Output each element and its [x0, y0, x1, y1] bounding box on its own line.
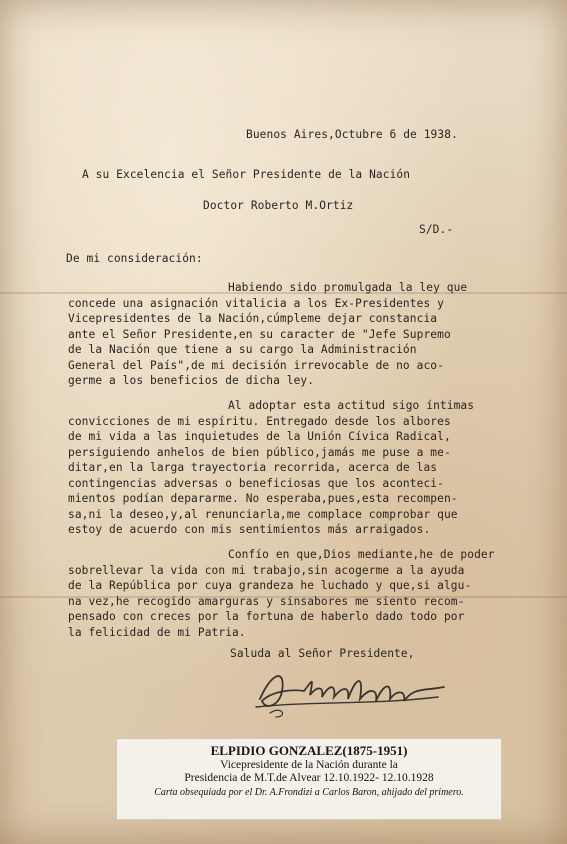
closing-line: Saluda al Señor Presidente, — [230, 647, 415, 660]
paragraph-line: pensado con creces por la fortuna de haberlo dado todo por — [68, 610, 465, 623]
caption-note: Carta obsequiada por el Dr. A.Frondizi a Carlos Baron, ahijado del primero. — [154, 787, 464, 798]
paragraph-line: mientos podían depararme. No esperaba,pues,esta recompen- — [68, 492, 458, 505]
addressee-name: Doctor Roberto M.Ortiz — [203, 199, 354, 212]
paragraph-line: la felicidad de mi Patria. — [68, 626, 246, 639]
paragraph-line: ante el Señor Presidente,en su caracter de "Jefe Supremo — [68, 328, 451, 341]
paragraph-line: de la República por cuya grandeza he luchado y que,si algu- — [68, 579, 472, 592]
paragraph-line: concede una asignación vitalicia a los Ex-Presidentes y — [68, 297, 444, 310]
paragraph-line: germe a los beneficios de dicha ley. — [68, 374, 315, 387]
signature-image — [252, 660, 452, 722]
paragraph-line: Confío en que,Dios mediante,he de poder — [228, 548, 495, 561]
paragraph-line: persiguiendo anhelos de bien público,jamás me puse a me- — [68, 446, 451, 459]
paragraph-line: ditar,en la larga trayectoria recorrida, acerca de las — [68, 461, 438, 474]
paragraph-line: Al adoptar esta actitud sigo íntimas — [228, 399, 475, 412]
paragraph-line: General del País",de mi decisión irrevocable de no aco- — [68, 359, 444, 372]
caption-line: Presidencia de M.T.de Alvear 12.10.1922- 12.10.1928 — [184, 772, 434, 784]
sd-mark: S/D.- — [419, 223, 454, 236]
salutation: De mi consideración: — [66, 252, 203, 265]
paragraph-line: Vicepresidentes de la Nación,cúmpleme dejar constancia — [68, 312, 438, 325]
paragraph-line: convicciones de mi espíritu. Entregado desde los albores — [68, 415, 451, 428]
paragraph-line: contingencias adversas o beneficiosas que los aconteci- — [68, 477, 444, 490]
paragraph-line: de mi vida a las inquietudes de la Unión Cívica Radical, — [68, 430, 451, 443]
paragraph-line: sobrellevar la vida con mi trabajo,sin acogerme a la ayuda — [68, 564, 465, 577]
caption-title: ELPIDIO GONZALEZ(1875-1951) — [210, 743, 408, 758]
paragraph-line: de la Nación que tiene a su cargo la Administración — [68, 343, 417, 356]
caption-box — [116, 738, 502, 820]
paragraph-line: Habiendo sido promulgada la ley que — [228, 281, 468, 294]
paragraph-line: estoy de acuerdo con mis sentimientos más arraigados. — [68, 523, 431, 536]
addressee-line: A su Excelencia el Señor Presidente de la Nación — [82, 168, 411, 181]
caption-line: Vicepresidente de la Nación durante la — [220, 759, 398, 771]
paragraph-line: sa,ni la deseo,y,al renunciarla,me complace comprobar que — [68, 508, 458, 521]
paragraph-line: na vez,he recogido amarguras y sinsabores me siento recom- — [68, 595, 465, 608]
letter-date: Buenos Aires,Octubre 6 de 1938. — [246, 128, 458, 141]
